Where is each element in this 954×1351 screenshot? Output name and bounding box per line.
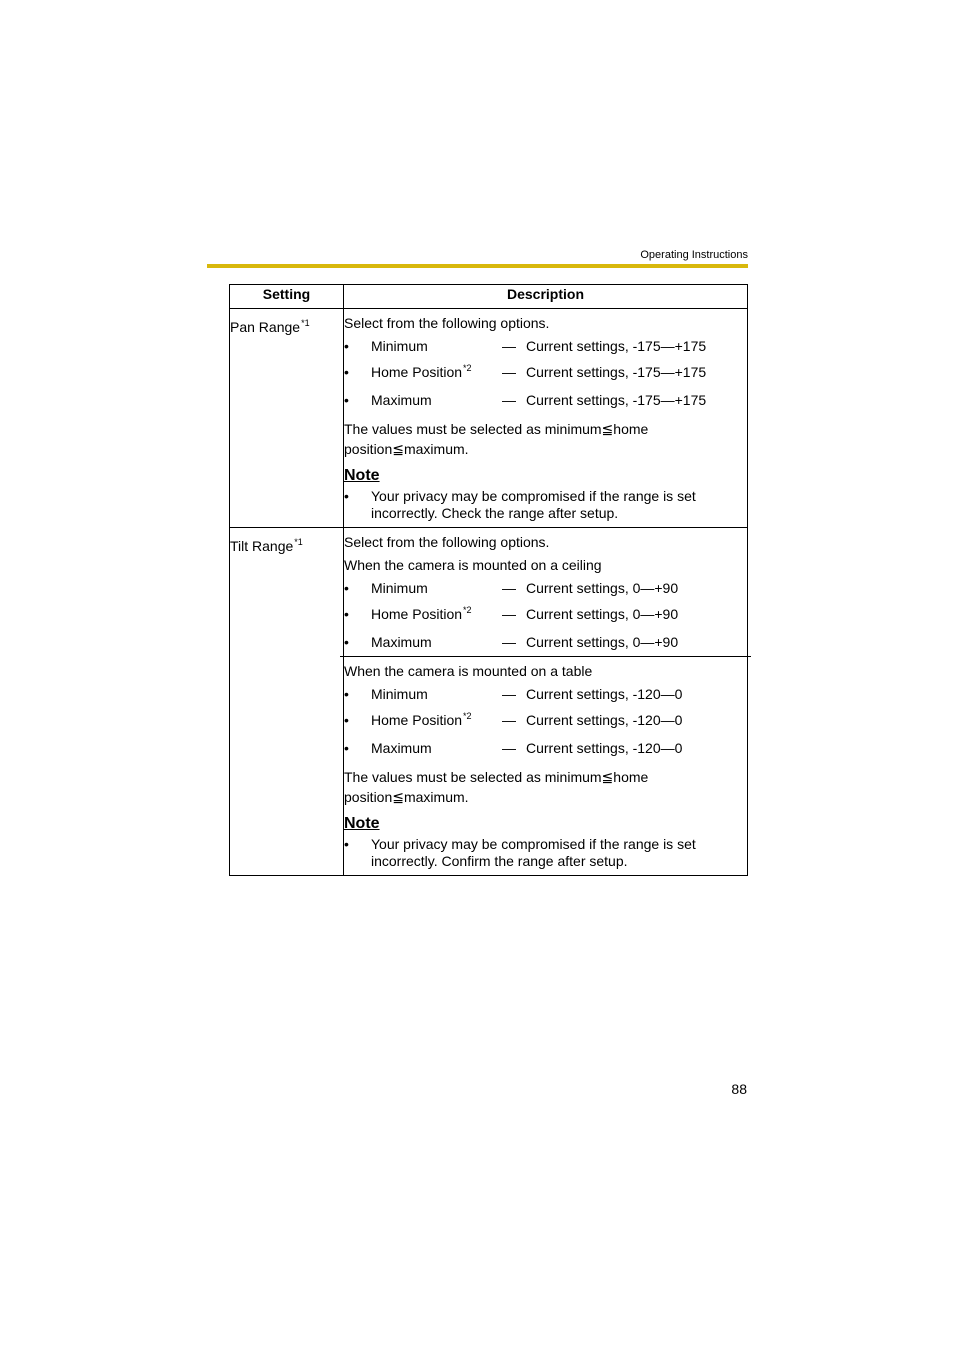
list-item	[344, 337, 747, 355]
option-name	[371, 605, 502, 625]
rule-text: The values must be selected as minimum≦home position≦maximum.	[344, 769, 649, 805]
option-value: Current settings, 0—+90	[526, 580, 679, 596]
bullet-icon: •	[344, 686, 349, 702]
table-header-row	[230, 285, 748, 309]
rule-text: The values must be selected as minimum≦home position≦maximum.	[344, 421, 649, 457]
list-item	[344, 739, 747, 757]
note-item	[344, 488, 747, 522]
ceiling-label: When the camera is mounted on a ceiling	[344, 557, 602, 573]
setting-name-tilt-range	[230, 538, 343, 556]
pan-description	[344, 314, 747, 527]
page-number: 88	[731, 1081, 747, 1097]
dash-separator: —	[502, 712, 516, 728]
option-value: Current settings, -175—+175	[526, 338, 707, 354]
option-value: Current settings, -175—+175	[526, 364, 707, 380]
intro-text: Select from the following options.	[344, 534, 550, 550]
option-label: Minimum	[371, 580, 428, 596]
divider	[340, 656, 751, 657]
option-name	[371, 337, 502, 355]
table-label: When the camera is mounted on a table	[344, 663, 593, 679]
option-value: Current settings, -175—+175	[526, 392, 707, 408]
dash-separator: —	[502, 606, 516, 622]
footnote-marker: *1	[294, 537, 303, 547]
note-text: Your privacy may be compromised if the range is set incorrectly. Confirm the range after setup.	[371, 836, 696, 869]
bullet-icon: •	[344, 836, 349, 852]
note-text: Your privacy may be compromised if the range is set incorrectly. Check the range after setup.	[371, 488, 696, 521]
description-column-header: Description	[344, 285, 748, 309]
option-label: Home Position	[371, 364, 463, 380]
option-name	[371, 363, 502, 383]
footnote-marker: *2	[463, 605, 472, 615]
bullet-icon: •	[344, 338, 349, 354]
option-name	[371, 579, 502, 597]
settings-table	[229, 284, 748, 876]
bullet-icon: •	[344, 488, 349, 504]
list-item	[344, 579, 747, 597]
bullet-icon: •	[344, 364, 349, 380]
running-header: Operating Instructions	[640, 249, 748, 261]
dash-separator: —	[502, 686, 516, 702]
option-label: Maximum	[371, 634, 432, 650]
footnote-marker: *2	[463, 711, 472, 721]
option-label: Maximum	[371, 392, 432, 408]
option-label: Minimum	[371, 338, 428, 354]
option-name	[371, 685, 502, 703]
note-heading: Note	[344, 467, 380, 484]
footnote-marker: *1	[301, 318, 310, 328]
list-item	[344, 633, 747, 651]
bullet-icon: •	[344, 712, 349, 728]
dash-separator: —	[502, 392, 516, 408]
dash-separator: —	[502, 580, 516, 596]
option-name	[371, 711, 502, 731]
bullet-icon: •	[344, 740, 349, 756]
note-item	[344, 836, 747, 870]
dash-separator: —	[502, 740, 516, 756]
option-list	[344, 685, 747, 757]
list-item	[344, 605, 747, 625]
option-label: Home Position	[371, 712, 463, 728]
option-name	[371, 739, 502, 757]
bullet-icon: •	[344, 392, 349, 408]
note-heading: Note	[344, 815, 380, 832]
setting-column-header: Setting	[230, 285, 344, 309]
option-value: Current settings, 0—+90	[526, 606, 679, 622]
dash-separator: —	[502, 364, 516, 380]
description-cell	[344, 309, 748, 528]
intro-text: Select from the following options.	[344, 315, 550, 331]
list-item	[344, 363, 747, 383]
table-row-tilt-range	[230, 528, 748, 876]
option-list	[344, 337, 747, 409]
option-value: Current settings, -120—0	[526, 686, 683, 702]
option-name	[371, 391, 502, 409]
setting-cell	[230, 309, 344, 528]
tilt-ceiling-description	[344, 533, 747, 656]
dash-separator: —	[502, 634, 516, 650]
option-label: Maximum	[371, 740, 432, 756]
setting-name-pan-range	[230, 319, 343, 337]
option-value: Current settings, 0—+90	[526, 634, 679, 650]
table-row-pan-range	[230, 309, 748, 528]
header-accent-bar	[207, 264, 748, 268]
option-label: Home Position	[371, 606, 463, 622]
setting-label: Tilt Range	[230, 538, 294, 554]
option-label: Minimum	[371, 686, 428, 702]
tilt-table-description	[344, 662, 747, 875]
dash-separator: —	[502, 338, 516, 354]
option-list	[344, 579, 747, 651]
setting-label: Pan Range	[230, 319, 301, 335]
description-cell	[344, 528, 748, 876]
setting-cell	[230, 528, 344, 876]
option-value: Current settings, -120—0	[526, 740, 683, 756]
bullet-icon: •	[344, 606, 349, 622]
option-name	[371, 633, 502, 651]
list-item	[344, 711, 747, 731]
bullet-icon: •	[344, 634, 349, 650]
footnote-marker: *2	[463, 363, 472, 373]
list-item	[344, 391, 747, 409]
option-value: Current settings, -120—0	[526, 712, 683, 728]
bullet-icon: •	[344, 580, 349, 596]
list-item	[344, 685, 747, 703]
